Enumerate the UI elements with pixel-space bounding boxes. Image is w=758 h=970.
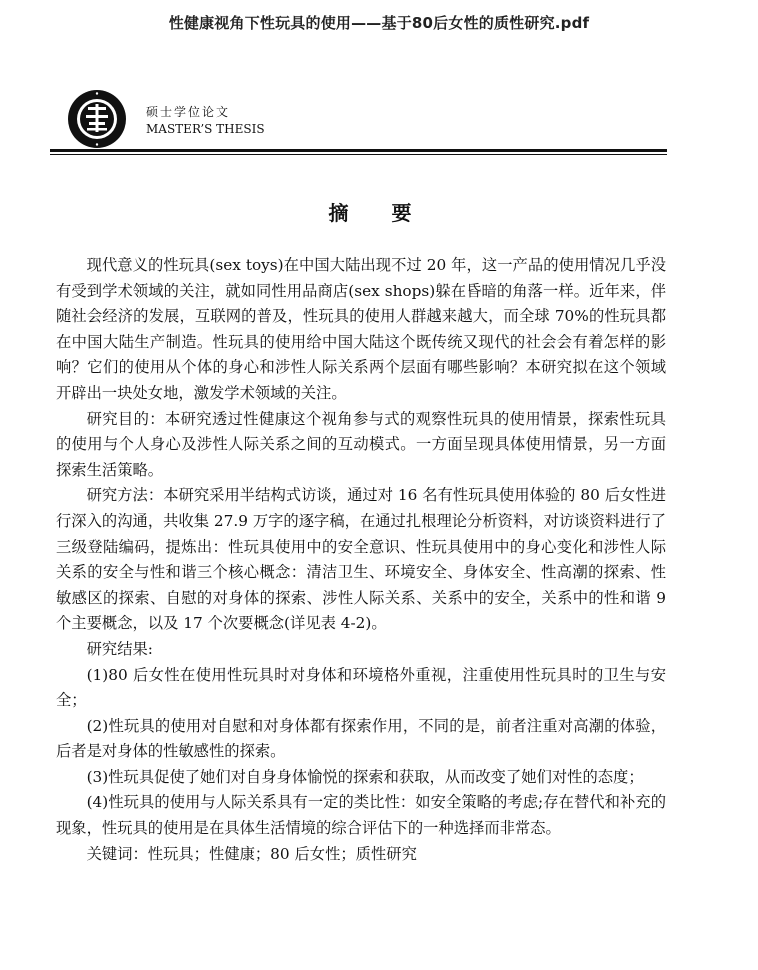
abstract-results-heading: 研究结果: xyxy=(86,639,153,658)
thesis-type xyxy=(146,104,265,138)
abstract-result-3: (3)性玩具促使了她们对自身身体愉悦的探索和获取，从而改变了她们对性的态度； xyxy=(86,767,644,786)
abstract-keywords: 关键词：性玩具；性健康；80 后女性；质性研究 xyxy=(86,844,417,863)
header-rule-thick xyxy=(50,149,667,152)
abstract-paragraph-purpose: 研究目的：本研究透过性健康这个视角参与式的观察性玩具的使用情景，探索性玩具的使用与个人身心及涉性人际关系之间的互动模式。一方面呈现具体使用情景，另一方面探索生活策略。 xyxy=(56,409,666,479)
thesis-type-en: MASTER’S THESIS xyxy=(146,122,265,136)
thesis-type-cn: 硕士学位论文 xyxy=(146,105,231,119)
abstract-paragraph-intro: 现代意义的性玩具(sex toys)在中国大陆出现不过 20 年，这一产品的使用情况几乎没有受到学术领域的关注，就如同性用品商店(sex shops)躲在昏暗的角落一样。近年来，伴随社会经济的发展，互联网的普及，性玩具的使用人群越来越大，而全球 70%的性玩具都在中国大陆生产制造。性玩具的使用给中国大陆这个既传统又现代的社会会有着怎样的影响？它们的使用从个体的身心和涉性人际关系两个层面有哪些影响？本研究拟在这个领域开辟出一块处女地，激发学术领域的关注。 xyxy=(56,256,666,402)
abstract-result-4: (4)性玩具的使用与人际关系具有一定的类比性：如安全策略的考虑;存在替代和补充的现象，性玩具的使用是在具体生活情境的综合评估下的一种选择而非常态。 xyxy=(56,793,666,838)
thesis-header xyxy=(60,88,670,148)
abstract-title: 摘 要 xyxy=(328,201,430,225)
abstract-result-1: (1)80 后女性在使用性玩具时对身体和环境格外重视，注重使用性玩具时的卫生与安全； xyxy=(56,665,666,710)
abstract-body xyxy=(56,253,666,867)
abstract-result-2: (2)性玩具的使用对自慰和对身体都有探索作用，不同的是，前者注重对高潮的体验，后者是对身体的性敏感性的探索。 xyxy=(56,716,666,761)
document-filename: 性健康视角下性玩具的使用——基于80后女性的质性研究.pdf xyxy=(168,14,590,32)
university-seal-icon xyxy=(66,88,128,150)
abstract-paragraph-method: 研究方法：本研究采用半结构式访谈，通过对 16 名有性玩具使用体验的 80 后女性进行深入的沟通，共收集 27.9 万字的逐字稿，在通过扎根理论分析资料，对访谈资料进行了三级登陆编码，提炼出：性玩具使用中的安全意识、性玩具使用中的身心变化和涉性人际关系的安全与性和谐三个核心概念：清洁卫生、环境安全、身体安全、性高潮的探索、性敏感区的探索、自慰的对身体的探索、涉性人际关系、关系中的安全，关系中的性和谐 9 个主要概念，以及 17 个次要概念(详见表 4-2)。 xyxy=(56,486,666,633)
header-rule-thin xyxy=(50,154,667,155)
